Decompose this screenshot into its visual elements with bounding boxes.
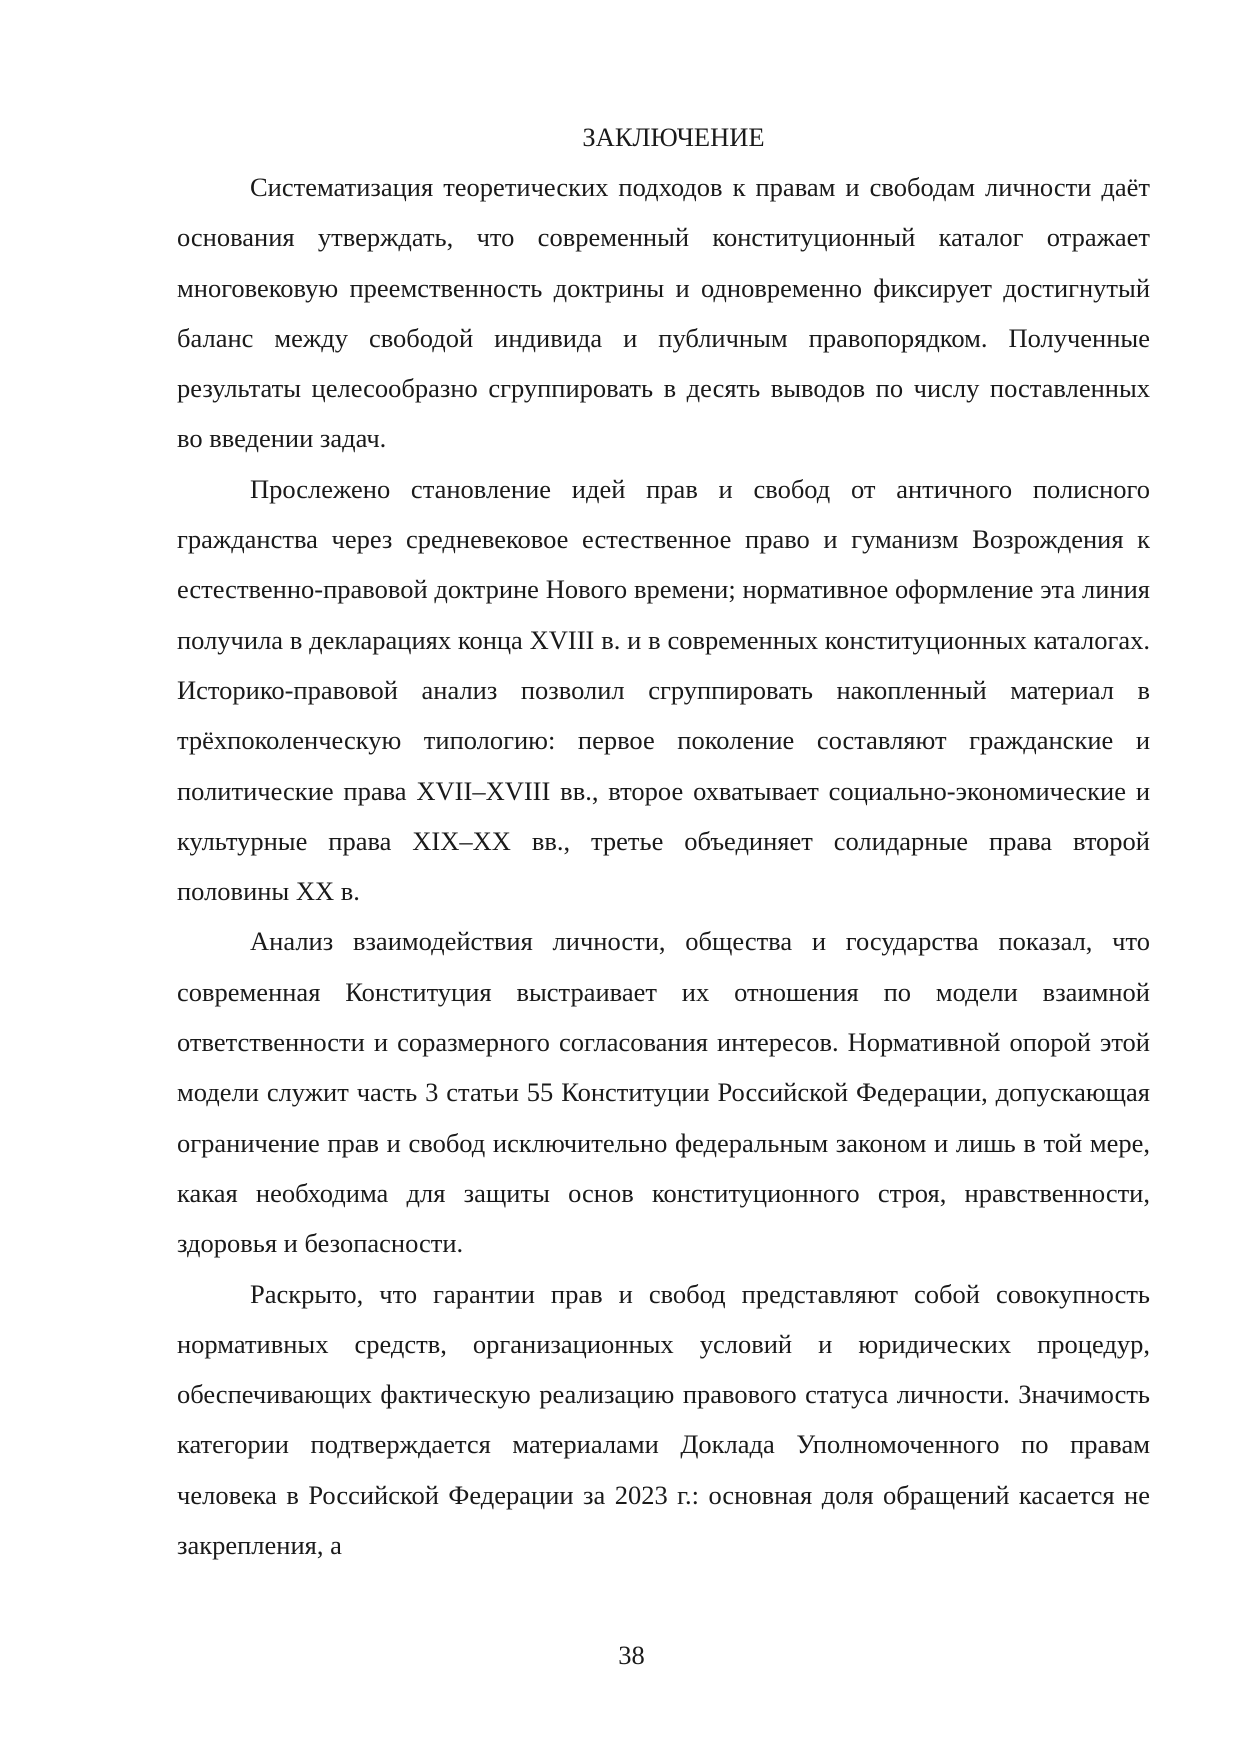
paragraph-guarantees: Раскрыто, что гарантии прав и свобод представляют собой совокупность нормативных средств, организационных условий и юридических процедур, обеспечивающих фактическую реализацию правового статуса личности. Значимость категории подтверждается материалами Доклада Уполномоченного по правам человека в Российской Федерации за 2023 г.: основная доля обращений касается не закрепления, а: [177, 1278, 1150, 1561]
paragraph-interaction: Анализ взаимодействия личности, общества и государства показал, что современная Конституция выстраивает их отношения по модели взаимной ответственности и соразмерного согласования интересов. Нормативной опорой этой модели служит часть 3 статьи 55 Конституции Российской Федерации, допускающая ограничение прав и свобод исключительно федеральным законом и лишь в той мере, какая необходима для защиты основ конституционного строя, нравственности, здоровья и безопасности.: [177, 926, 1150, 1259]
page-body: [177, 112, 1150, 1570]
page-number: 38: [618, 1640, 645, 1670]
section-heading: ЗАКЛЮЧЕНИЕ: [582, 122, 765, 152]
paragraph-systematization: Систематизация теоретических подходов к правам и свободам личности даёт основания утверждать, что современный конституционный каталог отражает многовековую преемственность доктрины и одновременно фиксирует достигнутый баланс между свободой индивида и публичным правопорядком. Полученные результаты целесообразно сгруппировать в десять выводов по числу поставленных во введении задач.: [177, 172, 1150, 454]
paragraph-history: Прослежено становление идей прав и свобод от античного полисного гражданства через средневековое естественное право и гуманизм Возрождения к естественно-правовой доктрине Нового времени; нормативное оформление эта линия получила в декларациях конца XVIII в. и в современных конституционных каталогах. Историко-правовой анализ позволил сгруппировать накопленный материал в трёхпоколенческую типологию: первое поколение составляют гражданские и политические права XVII–XVIII вв., второе охватывает социально-экономические и культурные права XIX–XX вв., третье объединяет солидарные права второй половины XX в.: [177, 473, 1150, 907]
